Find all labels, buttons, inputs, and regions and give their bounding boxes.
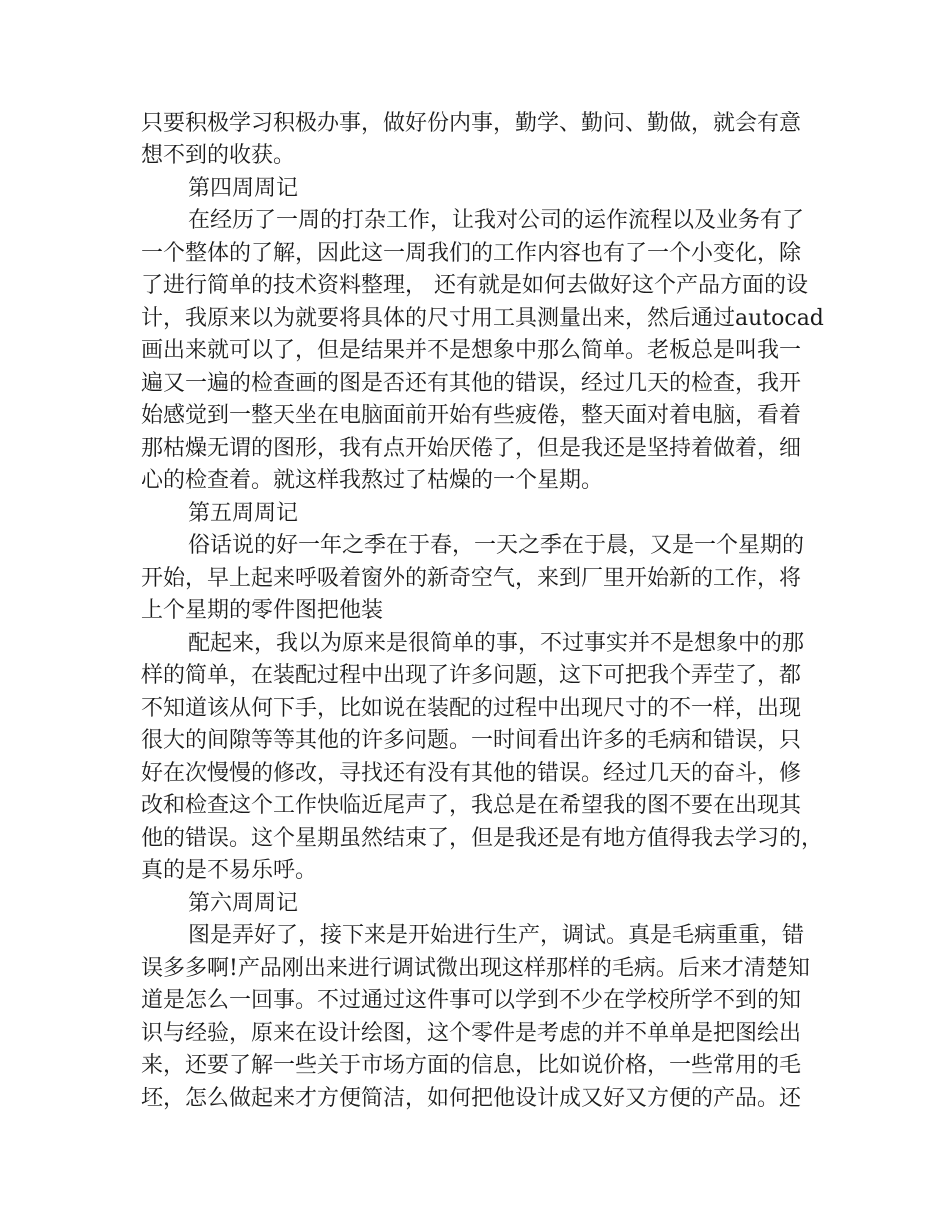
text-line-14: 俗话说的好一年之季在于春，一天之季在于晨，又是一个星期的 [188,533,805,558]
section-heading-week-6: 第六周周记 [188,891,299,916]
text-line-29: 识与经验，原来在设计绘图，这个零件是考虑的并不单单是把图绘出 [141,1021,802,1046]
text-line-15: 开始，早上起来呼吸着窗外的新奇空气，来到厂里开始新的工作，将 [141,566,802,591]
text-line-11: 那枯燥无谓的图形，我有点开始厌倦了，但是我还是坚持着做着，细 [141,436,802,461]
text-line-27: 误多多啊!产品刚出来进行调试微出现这样那样的毛病。后来才清楚知 [141,956,810,981]
text-line-5: 一个整体的了解，因此这一周我们的工作内容也有了一个小变化，除 [141,241,802,266]
text-line-8: 画出来就可以了，但是结果并不是想象中那么简单。老板总是叫我一 [141,338,802,363]
section-heading-week-4: 第四周周记 [188,176,299,201]
text-line-30: 来，还要了解一些关于市场方面的信息，比如说价格，一些常用的毛 [141,1053,802,1078]
text-line-2: 想不到的收获。 [141,143,296,168]
text-line-24: 真的是不易乐呼。 [141,858,318,883]
text-line-17: 配起来，我以为原来是很简单的事，不过事实并不是想象中的那 [188,631,805,656]
text-line-1: 只要积极学习积极办事，做好份内事，勤学、勤问、勤做，就会有意 [141,111,802,136]
text-line-10: 始感觉到一整天坐在电脑面前开始有些疲倦，整天面对着电脑，看着 [141,403,802,428]
text-line-31: 坯，怎么做起来才方便简洁，如何把他设计成又好又方便的产品。还 [141,1086,802,1111]
text-line-9: 遍又一遍的检查画的图是否还有其他的错误，经过几天的检查，我开 [141,371,802,396]
text-line-22: 改和检查这个工作快临近尾声了，我总是在希望我的图不要在出现其 [141,793,802,818]
text-line-28: 道是怎么一回事。不过通过这件事可以学到不少在学校所学不到的知 [141,988,802,1013]
text-line-26: 图是弄好了，接下来是开始进行生产，调试。真是毛病重重，错 [188,923,805,948]
text-line-20: 很大的间隙等等其他的许多问题。一时间看出许多的毛病和错误，只 [141,728,802,753]
section-heading-week-5: 第五周周记 [188,501,299,526]
text-line-16: 上个星期的零件图把他装 [141,598,384,623]
text-line-21: 好在次慢慢的修改，寻找还有没有其他的错误。经过几天的奋斗，修 [141,761,802,786]
text-line-4: 在经历了一周的打杂工作，让我对公司的运作流程以及业务有了 [188,208,805,233]
text-line-12: 心的检查着。就这样我熬过了枯燥的一个星期。 [141,468,604,493]
text-line-7: 计，我原来以为就要将具体的尺寸用工具测量出来，然后通过autocad [141,306,824,331]
text-line-19: 不知道该从何下手，比如说在装配的过程中出现尺寸的不一样，出现 [141,696,802,721]
text-line-18: 样的简单，在装配过程中出现了许多问题，这下可把我个弄茔了，都 [141,663,802,688]
text-line-6: 了进行简单的技术资料整理， 还有就是如何去做好这个产品方面的设 [141,273,808,298]
text-line-23: 他的错误。这个星期虽然结束了，但是我还是有地方值得我去学习的， [141,826,824,851]
